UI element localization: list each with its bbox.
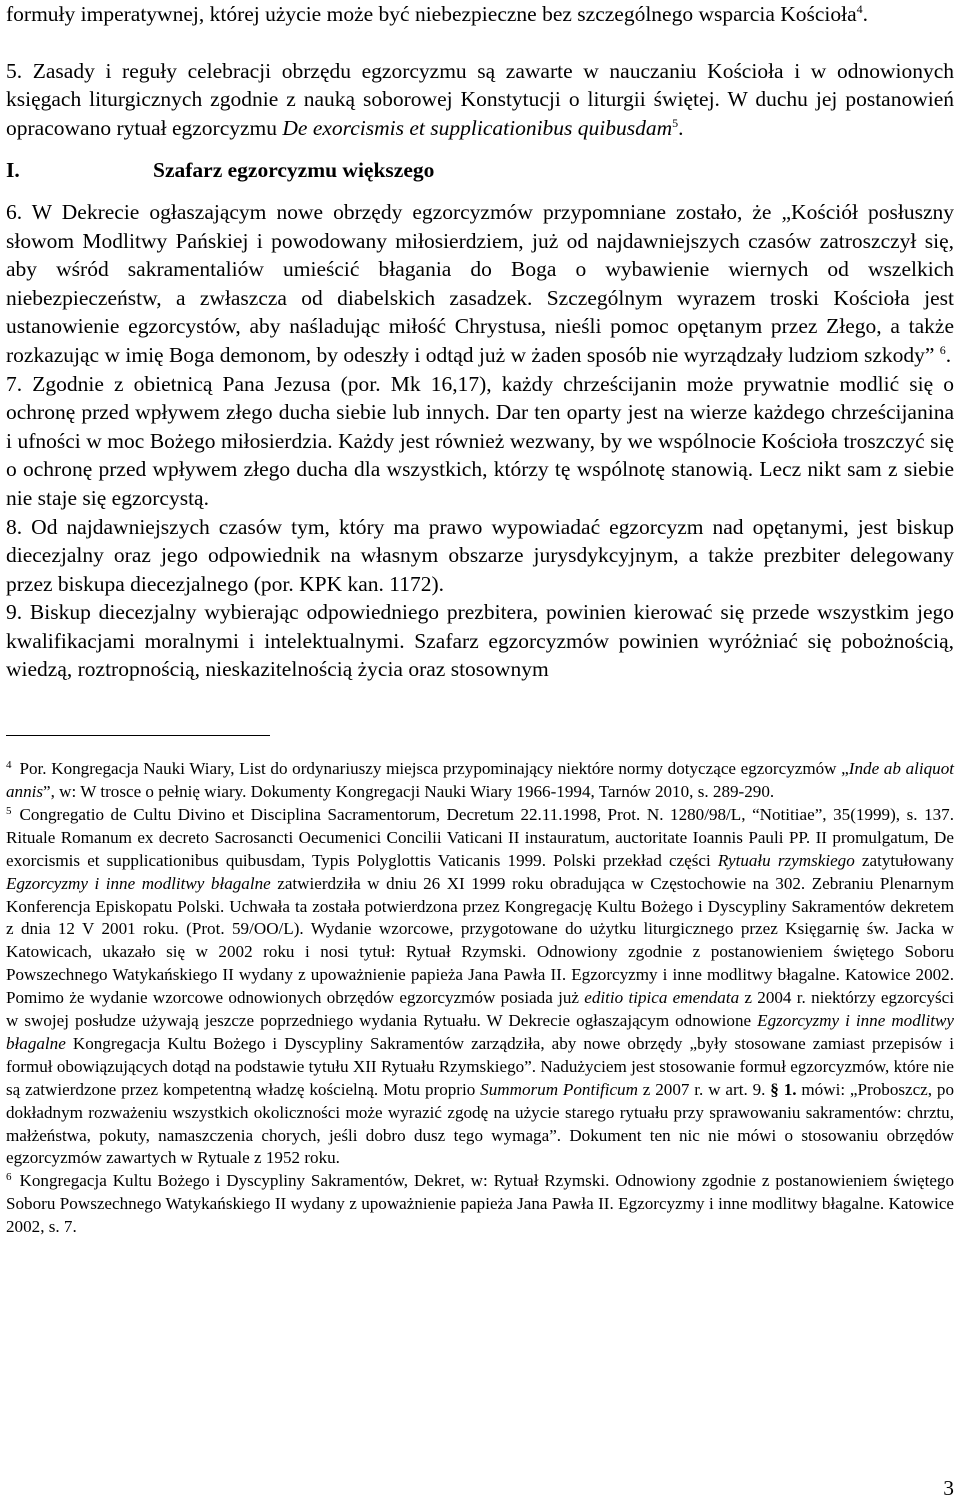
paragraph-9: 9. Biskup diecezjalny wybierając odpowiedniego prezbitera, powinien kierować się przede wszystkim jego kwalifikacjami moralnymi i intelektualnymi. Szafarz egzorcyzmów powinien wyróżniać się pobożnością, wiedzą, roztropnością, nieskazitelnością życia oraz stosownym	[6, 600, 954, 682]
paragraph-5: 5. Zasady i reguły celebracji obrzędu egzorcyzmu są zawarte w nauczaniu Kościoła i w odnowionych księgach liturgicznych zgodnie z nauką soborowej Konstytucji o liturgii świętej. W duchu jej postanowień opracowano rytuał egzorcyzmu De exorcismis et supplicationibus quibusdam$^5$.	[6, 58, 954, 140]
footnote-ref-6: 6	[939, 342, 946, 357]
footnote-divider	[6, 735, 270, 736]
main-text	[6, 0, 954, 684]
footnote-5: $^5$ Congregatio de Cultu Divino et Disciplina Sacramentorum, Decretum 22.11.1998, Prot. N. 1280/98/L, “Notitiae”, 35(1999), s. 137. Rituale Romanum ex decreto Sacrosancti Oecumenici Concilii Vaticani II instauratum, auctoritate Ioannis Pauli PP. II promulgatum, De exorcismis et supplicationibus quibusdam, Typis Polyglottis Vaticanis 1999. Polski przekład części Rytuału rzymskiego zatytułowany Egzorcyzmy i inne modlitwy błagalne zatwierdziła w dniu 26 XI 1999 roku obradująca w Częstochowie na 302. Zebraniu Plenarnym Konferencja Episkopatu Polski. Uchwała ta została potwierdzona przez Kongregację Kultu Bożego i Dyscypliny Sakramentów dekretem z dnia 12 V 2001 roku. (Prot. 59/OO/L). Wydanie wzorcowe, przygotowane do użytku liturgicznego przez Księgarnię św. Jacka w Katowicach, ukazało się w 2002 roku i nosi tytuł: Rytuał Rzymski. Odnowiony zgodnie z postanowieniem świętego Soboru Powszechnego Watykańskiego II wydany z upoważnienie papieża Jana Pawła II. Egzorcyzmy i inne modlitwy błagalne. Katowice 2002. Pomimo że wydanie wzorcowe odnowionych obrzędów egzorcyzmów posiada już editio tipica emendata z 2004 r. niektórzy egzorcyści w swojej posłudze używają jeszcze poprzedniego wydania Rytuału. W Dekrecie ogłaszającym odnowione Egzorcyzmy i inne modlitwy błagalne Kongregacja Kultu Bożego i Dyscypliny Sakramentów zarządziła, aby nowe obrzędy „były stosowane zamiast przepisów i formuł obowiązujących dotąd na podstawie tytułu XII Rytuału Rzymskiego”. Nadużyciem jest stosowanie formuł egzorcyzmów, które nie są zatwierdzone przez kompetentną władzę kościelną. Motu proprio Summorum Pontificum z 2007 r. w art. 9. § 1. mówi: „Proboszcz, po dokładnym rozważeniu wszystkich okoliczności może wyrazić zgodę na użycie starego rytuału przy sprawowaniu sakramentów: chrztu, małżeństwa, pokuty, namaszczenia chorych, jeśli dobro dusz tego wymaga”. Dokument ten nic nie mówi o stosowaniu obrzędów egzorcyzmów zawartych w Rytuale z 1952 roku.	[6, 804, 955, 1168]
footnote-6: $^6$ Kongregacja Kultu Bożego i Dyscypliny Sakramentów, Dekret, w: Rytuał Rzymski. Odnowiony zgodnie z postanowieniem świętego Soboru Powszechnego Watykańskiego II wydany z upoważnienie papieża Jana Pawła II. Egzorcyzmy i inne modlitwy błagalne. Katowice 2002, s. 7.	[6, 1171, 954, 1237]
rite-title: De exorcismis et supplicationibus quibusdam	[282, 115, 673, 140]
footnotes	[6, 758, 954, 1239]
section-heading	[6, 156, 954, 185]
footnote-number: 4	[6, 759, 12, 772]
footnote-ref-4: 4	[856, 2, 863, 16]
paragraph-8: 8. Od najdawniejszych czasów tym, który ma prawo wypowiadać egzorcyzm nad opętanymi, jest biskup diecezjalny oraz jego odpowiednik na własnym obszarze jurysdykcyjnym, a także prezbiter delegowany przez biskupa diecezjalnego (por. KPK kan. 1172).	[6, 514, 954, 596]
footnote-number: 6	[6, 1171, 12, 1184]
page-number: 3	[943, 1476, 954, 1500]
paragraph-7: 7. Zgodnie z obietnicą Pana Jezusa (por. Mk 16,17), każdy chrześcijanin może prywatnie modlić się o ochronę przed wpływem złego ducha siebie lub innych. Dar ten oparty jest na wierze każdego chrześcijanina i ufności w moc Bożego miłosierdzia. Każdy jest również wezwany, by we wspólnocie Kościoła troszczyć się o ochronę przed wpływem złego ducha dla wszystkich, którzy tę wspólnotę stanowią. Lecz nikt sam z siebie nie staje się egzorcystą.	[6, 371, 954, 510]
section-number: I.	[6, 158, 20, 183]
footnote-4: $^4$ Por. Kongregacja Nauki Wiary, List do ordynariuszy miejsca przypominający niektóre normy dotyczące egzorcyzmów „Inde ab aliquot annis”, w: W trosce o pełnię wiary. Dokumenty Kongregacji Nauki Wiary 1966-1994, Tarnów 2010, s. 289-290.	[6, 759, 954, 801]
document-page	[6, 0, 954, 1239]
footnote-ref-5: 5	[672, 115, 679, 130]
section-title: Szafarz egzorcyzmu większego	[153, 158, 435, 183]
paragraph-6: 6. W Dekrecie ogłaszającym nowe obrzędy egzorcyzmów przypomniane zostało, że „Kościół posłuszny słowom Modlitwy Pańskiej i powodowany miłosierdziem, już od najdawniejszych czasów zatroszczył się, aby wśród sakramentaliów umieścić błagania do Boga o wybawienie wiernych od wszelkich niebezpieczeństw, a zwłaszcza od diabelskich zasadzek. Szczególnym wyrazem troski Kościoła jest ustanowienie egzorcystów, aby naśladując miłość Chrystusa, nieśli pomoc opętanym przez Złego, a także rozkazując w imię Boga demonom, by odeszły i odtąd już w żaden sposób nie wyrządzały ludziom szkody” $^6$.	[6, 199, 954, 367]
paragraph-intro: formuły imperatywnej, której użycie może być niebezpieczne bez szczególnego wsparcia Kościoła$^4$.	[6, 2, 869, 26]
footnote-number: 5	[6, 804, 12, 817]
